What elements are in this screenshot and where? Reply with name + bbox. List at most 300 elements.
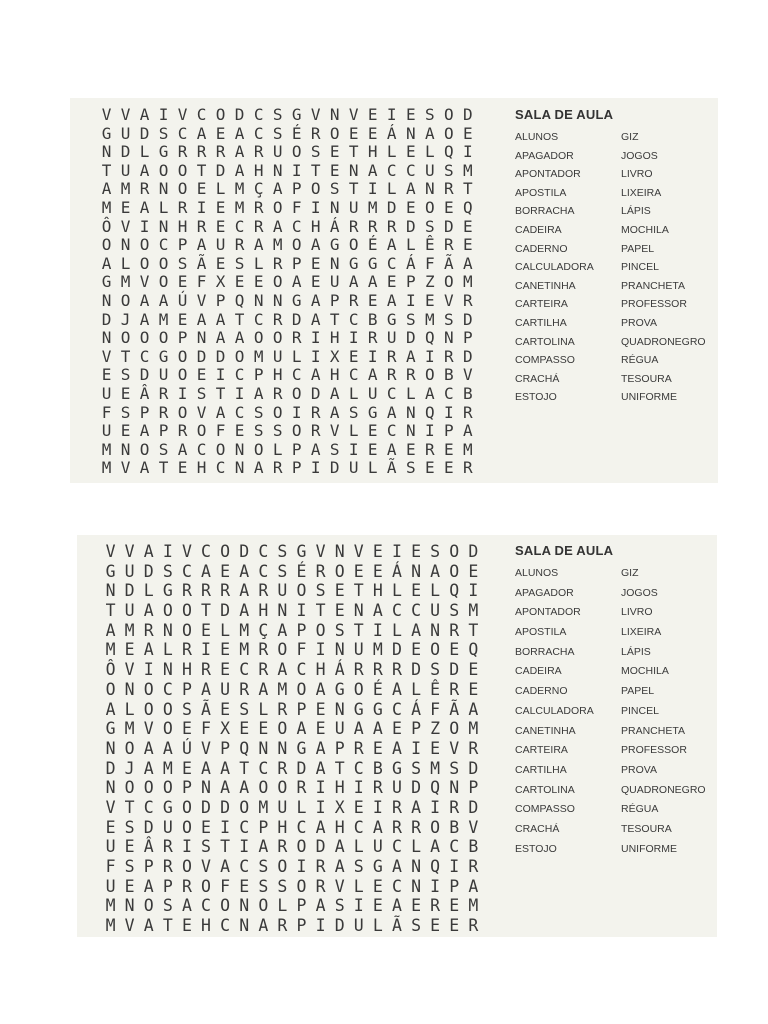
grid-letter[interactable]: S <box>253 421 264 441</box>
grid-letter[interactable]: I <box>201 640 211 660</box>
grid-letter[interactable]: R <box>462 402 473 422</box>
grid-letter[interactable]: O <box>181 620 192 640</box>
grid-letter[interactable]: I <box>462 142 473 162</box>
grid-letter[interactable]: G <box>372 857 383 876</box>
grid-letter[interactable]: I <box>372 620 383 640</box>
grid-letter[interactable]: A <box>386 290 397 310</box>
grid-letter[interactable]: A <box>468 699 479 719</box>
grid-letter[interactable]: T <box>462 179 473 199</box>
grid-letter[interactable]: I <box>315 916 326 936</box>
grid-letter[interactable]: P <box>253 365 264 385</box>
grid-letter[interactable]: I <box>449 857 460 876</box>
grid-letter[interactable]: N <box>105 581 116 601</box>
grid-letter[interactable]: A <box>139 105 150 124</box>
grid-letter[interactable]: A <box>462 421 473 441</box>
grid-letter[interactable]: H <box>272 365 283 385</box>
grid-letter[interactable]: R <box>430 896 441 916</box>
grid-letter[interactable]: N <box>120 235 131 255</box>
grid-letter[interactable]: R <box>367 216 378 236</box>
grid-letter[interactable]: D <box>391 640 402 660</box>
grid-letter[interactable]: A <box>215 402 226 422</box>
grid-letter[interactable]: G <box>367 402 378 422</box>
grid-letter[interactable]: T <box>310 160 321 180</box>
grid-letter[interactable]: E <box>234 272 245 292</box>
grid-letter[interactable]: N <box>277 601 288 621</box>
grid-letter[interactable]: I <box>158 105 169 124</box>
grid-letter[interactable]: M <box>105 640 116 660</box>
grid-letter[interactable]: S <box>272 123 283 143</box>
grid-letter[interactable]: E <box>253 272 264 292</box>
grid-letter[interactable]: C <box>391 699 402 719</box>
grid-letter[interactable]: H <box>181 660 192 680</box>
grid-letter[interactable]: Q <box>462 197 473 217</box>
grid-letter[interactable]: O <box>120 328 131 348</box>
grid-letter[interactable]: T <box>348 179 359 199</box>
grid-letter[interactable]: L <box>296 797 307 817</box>
grid-letter[interactable]: P <box>462 328 473 348</box>
grid-letter[interactable]: N <box>449 778 460 798</box>
grid-letter[interactable]: O <box>143 699 154 719</box>
grid-letter[interactable]: I <box>220 817 231 837</box>
grid-letter[interactable]: O <box>443 123 454 143</box>
grid-letter[interactable]: A <box>220 778 231 798</box>
grid-letter[interactable]: A <box>367 160 378 180</box>
grid-letter[interactable]: R <box>158 402 169 422</box>
grid-letter[interactable]: A <box>310 439 321 459</box>
grid-letter[interactable]: A <box>372 719 383 739</box>
grid-letter[interactable]: C <box>353 817 364 837</box>
grid-letter[interactable]: M <box>234 197 245 217</box>
grid-letter[interactable]: O <box>291 383 302 403</box>
grid-letter[interactable]: T <box>353 620 364 640</box>
grid-letter[interactable]: O <box>101 235 112 255</box>
grid-letter[interactable]: V <box>105 542 116 561</box>
grid-letter[interactable]: L <box>272 439 283 459</box>
grid-letter[interactable]: R <box>391 817 402 837</box>
grid-letter[interactable]: G <box>162 581 173 601</box>
grid-letter[interactable]: M <box>468 896 479 916</box>
grid-letter[interactable]: Á <box>411 699 422 719</box>
grid-letter[interactable]: N <box>411 876 422 896</box>
grid-letter[interactable]: É <box>372 679 383 699</box>
grid-letter[interactable]: I <box>372 797 383 817</box>
grid-letter[interactable]: T <box>329 309 340 329</box>
grid-letter[interactable]: F <box>201 719 211 739</box>
grid-letter[interactable]: A <box>239 601 250 621</box>
grid-letter[interactable]: C <box>348 309 359 329</box>
grid-letter[interactable]: A <box>139 309 150 329</box>
grid-letter[interactable]: N <box>329 105 340 124</box>
grid-letter[interactable]: H <box>258 601 269 621</box>
grid-letter[interactable]: F <box>101 402 112 422</box>
grid-letter[interactable]: I <box>310 328 321 348</box>
grid-letter[interactable]: V <box>201 857 211 876</box>
grid-letter[interactable]: B <box>443 365 454 385</box>
grid-letter[interactable]: E <box>124 640 135 660</box>
grid-letter[interactable]: O <box>449 561 460 581</box>
grid-letter[interactable]: N <box>272 160 283 180</box>
grid-letter[interactable]: E <box>239 719 250 739</box>
grid-letter[interactable]: L <box>411 837 422 857</box>
grid-letter[interactable]: H <box>196 458 207 478</box>
grid-letter[interactable]: H <box>367 142 378 162</box>
grid-letter[interactable]: S <box>353 857 364 876</box>
grid-letter[interactable]: I <box>411 738 422 758</box>
grid-letter[interactable]: R <box>177 421 188 441</box>
grid-letter[interactable]: D <box>220 797 231 817</box>
grid-letter[interactable]: E <box>449 916 460 936</box>
grid-letter[interactable]: R <box>310 402 321 422</box>
grid-letter[interactable]: D <box>124 581 135 601</box>
grid-letter[interactable]: E <box>372 876 383 896</box>
grid-letter[interactable]: O <box>296 581 307 601</box>
grid-letter[interactable]: P <box>296 896 307 916</box>
grid-letter[interactable]: Ô <box>101 216 112 236</box>
grid-letter[interactable]: O <box>296 876 307 896</box>
grid-letter[interactable]: D <box>386 197 397 217</box>
grid-letter[interactable]: I <box>424 346 435 366</box>
grid-letter[interactable]: N <box>124 679 135 699</box>
grid-letter[interactable]: N <box>239 896 250 916</box>
grid-letter[interactable]: A <box>234 142 245 162</box>
grid-letter[interactable]: U <box>367 383 378 403</box>
grid-letter[interactable]: O <box>143 778 154 798</box>
grid-letter[interactable]: R <box>272 309 283 329</box>
grid-letter[interactable]: O <box>120 290 131 310</box>
grid-letter[interactable]: F <box>424 253 435 273</box>
grid-letter[interactable]: C <box>258 561 269 581</box>
grid-letter[interactable]: L <box>391 581 402 601</box>
grid-letter[interactable]: S <box>277 561 288 581</box>
grid-letter[interactable]: I <box>391 542 402 561</box>
grid-letter[interactable]: I <box>139 216 150 236</box>
grid-letter[interactable]: R <box>449 620 460 640</box>
grid-letter[interactable]: R <box>258 581 269 601</box>
grid-letter[interactable]: C <box>239 660 250 680</box>
grid-letter[interactable]: Á <box>405 253 416 273</box>
grid-letter[interactable]: O <box>272 272 283 292</box>
grid-letter[interactable]: I <box>353 896 364 916</box>
grid-letter[interactable]: A <box>220 758 231 778</box>
grid-letter[interactable]: I <box>367 346 378 366</box>
grid-letter[interactable]: V <box>181 542 192 561</box>
grid-letter[interactable]: E <box>411 581 422 601</box>
grid-letter[interactable]: A <box>272 179 283 199</box>
grid-letter[interactable]: E <box>386 272 397 292</box>
grid-letter[interactable]: R <box>462 290 473 310</box>
grid-letter[interactable]: U <box>101 421 112 441</box>
grid-letter[interactable]: E <box>468 679 479 699</box>
grid-letter[interactable]: D <box>329 458 340 478</box>
grid-letter[interactable]: D <box>296 758 307 778</box>
grid-letter[interactable]: P <box>291 253 302 273</box>
grid-letter[interactable]: A <box>201 679 211 699</box>
grid-letter[interactable]: S <box>272 105 283 124</box>
grid-letter[interactable]: E <box>196 179 207 199</box>
grid-letter[interactable]: R <box>386 216 397 236</box>
grid-letter[interactable]: A <box>220 857 231 876</box>
grid-letter[interactable]: E <box>405 197 416 217</box>
grid-letter[interactable]: O <box>424 197 435 217</box>
grid-letter[interactable]: N <box>424 179 435 199</box>
grid-letter[interactable]: U <box>424 160 435 180</box>
grid-letter[interactable]: E <box>181 916 192 936</box>
grid-letter[interactable]: O <box>124 778 135 798</box>
grid-letter[interactable]: D <box>139 123 150 143</box>
grid-letter[interactable]: V <box>353 542 364 561</box>
grid-letter[interactable]: C <box>291 365 302 385</box>
grid-letter[interactable]: R <box>253 216 264 236</box>
grid-letter[interactable]: R <box>201 581 211 601</box>
grid-letter[interactable]: G <box>391 758 402 778</box>
grid-letter[interactable]: I <box>143 660 154 680</box>
grid-letter[interactable]: O <box>177 179 188 199</box>
grid-letter[interactable]: A <box>139 160 150 180</box>
grid-letter[interactable]: F <box>430 699 441 719</box>
grid-letter[interactable]: U <box>391 778 402 798</box>
grid-letter[interactable]: R <box>367 328 378 348</box>
grid-letter[interactable]: R <box>253 197 264 217</box>
grid-letter[interactable]: R <box>291 328 302 348</box>
grid-letter[interactable]: L <box>353 876 364 896</box>
grid-letter[interactable]: G <box>291 290 302 310</box>
grid-letter[interactable]: R <box>310 421 321 441</box>
grid-letter[interactable]: D <box>449 660 460 680</box>
grid-letter[interactable]: G <box>101 123 112 143</box>
grid-letter[interactable]: U <box>277 797 288 817</box>
grid-letter[interactable]: R <box>462 458 473 478</box>
grid-letter[interactable]: E <box>201 817 211 837</box>
grid-letter[interactable]: A <box>253 235 264 255</box>
grid-letter[interactable]: A <box>310 235 321 255</box>
grid-letter[interactable]: R <box>196 142 207 162</box>
grid-letter[interactable]: E <box>468 561 479 581</box>
grid-letter[interactable]: Á <box>334 660 345 680</box>
grid-letter[interactable]: A <box>105 620 116 640</box>
grid-letter[interactable]: C <box>201 896 211 916</box>
grid-letter[interactable]: O <box>215 439 226 459</box>
grid-letter[interactable]: I <box>310 346 321 366</box>
grid-letter[interactable]: V <box>101 105 112 124</box>
grid-letter[interactable]: C <box>253 105 264 124</box>
grid-letter[interactable]: S <box>430 542 441 561</box>
grid-letter[interactable]: L <box>143 581 154 601</box>
grid-letter[interactable]: M <box>462 439 473 459</box>
grid-letter[interactable]: H <box>201 916 211 936</box>
grid-letter[interactable]: C <box>196 439 207 459</box>
grid-letter[interactable]: D <box>310 383 321 403</box>
grid-letter[interactable]: R <box>162 857 173 876</box>
grid-letter[interactable]: R <box>315 876 326 896</box>
grid-letter[interactable]: S <box>449 601 460 621</box>
grid-letter[interactable]: O <box>334 561 345 581</box>
grid-letter[interactable]: D <box>120 142 131 162</box>
grid-letter[interactable]: Ú <box>181 738 192 758</box>
grid-letter[interactable]: P <box>215 290 226 310</box>
grid-letter[interactable]: A <box>372 601 383 621</box>
grid-letter[interactable]: C <box>162 679 173 699</box>
grid-letter[interactable]: O <box>139 439 150 459</box>
grid-letter[interactable]: A <box>143 758 154 778</box>
grid-letter[interactable]: G <box>367 253 378 273</box>
grid-letter[interactable]: M <box>239 620 250 640</box>
grid-letter[interactable]: M <box>468 601 479 621</box>
grid-letter[interactable]: I <box>348 328 359 348</box>
grid-letter[interactable]: R <box>272 383 283 403</box>
grid-letter[interactable]: O <box>105 679 116 699</box>
grid-letter[interactable]: P <box>177 328 188 348</box>
grid-letter[interactable]: C <box>196 105 207 124</box>
grid-letter[interactable]: N <box>329 253 340 273</box>
grid-letter[interactable]: A <box>334 857 345 876</box>
grid-letter[interactable]: I <box>239 837 250 857</box>
grid-letter[interactable]: F <box>220 876 231 896</box>
grid-letter[interactable]: L <box>405 383 416 403</box>
grid-letter[interactable]: M <box>105 916 116 936</box>
grid-letter[interactable]: D <box>105 758 116 778</box>
grid-letter[interactable]: V <box>177 105 188 124</box>
grid-letter[interactable]: R <box>139 179 150 199</box>
grid-letter[interactable]: M <box>430 758 441 778</box>
grid-letter[interactable]: I <box>196 197 207 217</box>
grid-letter[interactable]: L <box>139 142 150 162</box>
grid-letter[interactable]: A <box>181 896 192 916</box>
grid-letter[interactable]: P <box>334 738 345 758</box>
grid-letter[interactable]: E <box>124 837 135 857</box>
grid-letter[interactable]: É <box>291 123 302 143</box>
grid-letter[interactable]: A <box>139 290 150 310</box>
grid-letter[interactable]: E <box>120 383 131 403</box>
grid-letter[interactable]: N <box>101 142 112 162</box>
grid-letter[interactable]: Q <box>443 142 454 162</box>
grid-letter[interactable]: A <box>367 365 378 385</box>
grid-letter[interactable]: A <box>391 679 402 699</box>
grid-letter[interactable]: L <box>220 620 231 640</box>
grid-letter[interactable]: V <box>310 105 321 124</box>
grid-letter[interactable]: L <box>372 916 383 936</box>
grid-letter[interactable]: É <box>296 561 307 581</box>
grid-letter[interactable]: I <box>430 876 441 896</box>
grid-letter[interactable]: R <box>272 253 283 273</box>
grid-letter[interactable]: E <box>177 458 188 478</box>
grid-letter[interactable]: A <box>310 365 321 385</box>
grid-letter[interactable]: D <box>143 817 154 837</box>
grid-letter[interactable]: A <box>405 346 416 366</box>
grid-letter[interactable]: A <box>411 797 422 817</box>
grid-letter[interactable]: E <box>329 142 340 162</box>
grid-letter[interactable]: M <box>120 272 131 292</box>
grid-letter[interactable]: R <box>258 660 269 680</box>
grid-letter[interactable]: N <box>196 328 207 348</box>
grid-letter[interactable]: C <box>139 346 150 366</box>
grid-letter[interactable]: C <box>234 365 245 385</box>
grid-letter[interactable]: D <box>411 778 422 798</box>
grid-letter[interactable]: E <box>430 916 441 936</box>
grid-letter[interactable]: S <box>162 561 173 581</box>
grid-letter[interactable]: R <box>181 640 192 660</box>
grid-letter[interactable]: A <box>253 383 264 403</box>
grid-letter[interactable]: P <box>181 778 192 798</box>
grid-letter[interactable]: O <box>272 328 283 348</box>
grid-letter[interactable]: A <box>196 309 207 329</box>
grid-letter[interactable]: C <box>201 542 211 561</box>
grid-letter[interactable]: S <box>310 142 321 162</box>
grid-letter[interactable]: J <box>124 758 135 778</box>
grid-letter[interactable]: E <box>411 542 422 561</box>
grid-letter[interactable]: P <box>291 179 302 199</box>
grid-letter[interactable]: N <box>334 699 345 719</box>
grid-letter[interactable]: C <box>177 123 188 143</box>
grid-letter[interactable]: Á <box>391 561 402 581</box>
grid-letter[interactable]: S <box>120 365 131 385</box>
grid-letter[interactable]: Z <box>430 719 441 739</box>
grid-letter[interactable]: C <box>391 876 402 896</box>
grid-letter[interactable]: O <box>291 235 302 255</box>
grid-letter[interactable]: R <box>215 142 226 162</box>
grid-letter[interactable]: E <box>315 719 326 739</box>
grid-letter[interactable]: D <box>334 916 345 936</box>
grid-letter[interactable]: A <box>296 719 307 739</box>
grid-letter[interactable]: E <box>310 272 321 292</box>
grid-letter[interactable]: S <box>411 758 422 778</box>
grid-letter[interactable]: P <box>329 290 340 310</box>
grid-letter[interactable]: R <box>353 660 364 680</box>
grid-letter[interactable]: C <box>353 758 364 778</box>
grid-letter[interactable]: A <box>143 876 154 896</box>
grid-letter[interactable]: O <box>277 719 288 739</box>
grid-letter[interactable]: A <box>234 123 245 143</box>
grid-letter[interactable]: E <box>449 640 460 660</box>
grid-letter[interactable]: A <box>310 309 321 329</box>
grid-letter[interactable]: T <box>239 758 250 778</box>
grid-letter[interactable]: A <box>177 439 188 459</box>
grid-letter[interactable]: P <box>296 699 307 719</box>
grid-letter[interactable]: P <box>291 439 302 459</box>
grid-letter[interactable]: A <box>234 328 245 348</box>
grid-letter[interactable]: N <box>430 620 441 640</box>
grid-letter[interactable]: D <box>215 160 226 180</box>
grid-letter[interactable]: N <box>277 738 288 758</box>
grid-letter[interactable]: E <box>315 699 326 719</box>
grid-letter[interactable]: A <box>196 235 207 255</box>
grid-letter[interactable]: H <box>334 778 345 798</box>
grid-letter[interactable]: V <box>120 458 131 478</box>
grid-letter[interactable]: D <box>291 309 302 329</box>
grid-letter[interactable]: R <box>239 679 250 699</box>
grid-letter[interactable]: I <box>367 179 378 199</box>
grid-letter[interactable]: P <box>258 817 269 837</box>
grid-letter[interactable]: U <box>348 197 359 217</box>
grid-letter[interactable]: A <box>272 216 283 236</box>
grid-letter[interactable]: R <box>468 857 479 876</box>
grid-letter[interactable]: E <box>353 561 364 581</box>
grid-letter[interactable]: U <box>353 916 364 936</box>
grid-letter[interactable]: I <box>430 797 441 817</box>
grid-letter[interactable]: O <box>139 328 150 348</box>
grid-letter[interactable]: C <box>234 402 245 422</box>
grid-letter[interactable]: O <box>139 235 150 255</box>
grid-letter[interactable]: A <box>391 896 402 916</box>
grid-letter[interactable]: R <box>277 699 288 719</box>
grid-letter[interactable]: R <box>177 197 188 217</box>
grid-letter[interactable]: E <box>367 123 378 143</box>
grid-letter[interactable]: B <box>468 837 479 857</box>
grid-letter[interactable]: R <box>405 365 416 385</box>
grid-letter[interactable]: I <box>234 383 245 403</box>
grid-letter[interactable]: A <box>386 439 397 459</box>
grid-letter[interactable]: E <box>468 660 479 680</box>
grid-letter[interactable]: E <box>449 896 460 916</box>
